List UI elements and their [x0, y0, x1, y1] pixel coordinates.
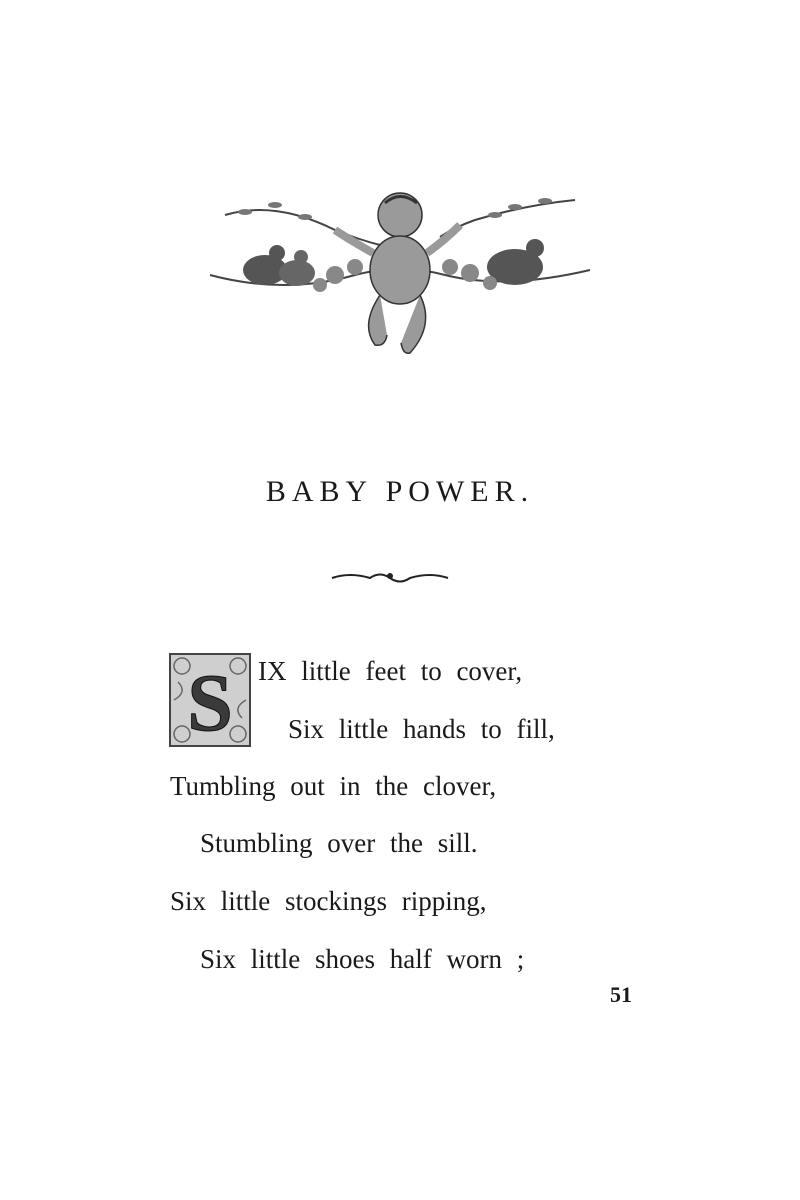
poem-line-6: Six little shoes half worn ; — [200, 944, 525, 974]
poem-line-4: Stumbling over the sill. — [200, 828, 478, 858]
page-number: 51 — [610, 982, 632, 1007]
svg-text:S: S — [187, 657, 233, 748]
poem-line-5: Six little stockings ripping, — [170, 886, 487, 916]
decorated-drop-cap — [168, 652, 252, 748]
poem-title: BABY POWER. — [265, 475, 535, 508]
cherub-vignette-illustration — [205, 175, 595, 365]
poem-line-3: Tumbling out in the clover, — [170, 771, 497, 801]
poem-line-2: Six little hands to fill, — [288, 714, 555, 744]
ornamental-divider — [330, 568, 450, 588]
poem-line-1: IX little feet to cover, — [258, 656, 523, 686]
